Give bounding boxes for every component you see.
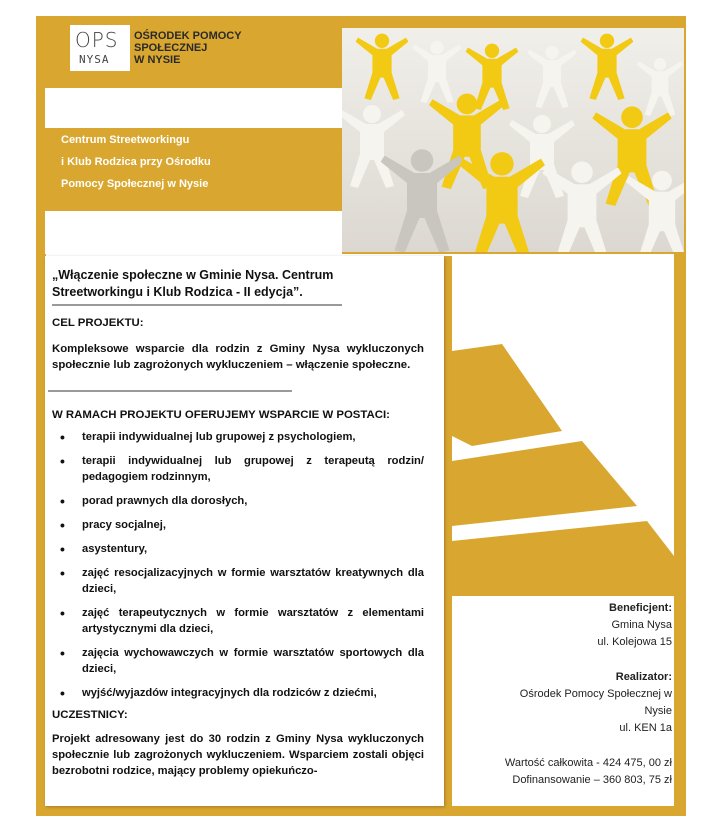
organization-name (134, 30, 274, 66)
header-title-box (45, 129, 275, 211)
logo-nysa-text: NYSA (79, 53, 110, 66)
frame-bottom (36, 806, 686, 816)
header-white-lower (45, 211, 342, 254)
project-info (472, 600, 672, 789)
logo-ops-text: OPS (75, 28, 119, 52)
implementer-label: Realizator: (615, 671, 672, 683)
header-title-line: Centrum Streetworkingu (61, 134, 190, 146)
funding-value: Dofinansowanie – 360 803, 75 zł (512, 774, 672, 786)
support-heading: W RAMACH PROJEKTU OFERUJEMY WSPARCIE W POSTACI: (52, 409, 390, 421)
list-item: • pracy socjalnej, (52, 517, 424, 533)
ops-logo (70, 25, 130, 71)
list-item: • zajęć resocjalizacyjnych w formie warsztatów kreatywnych dla dzieci, (52, 565, 424, 597)
project-title-line: „Włączenie społeczne w Gminie Nysa. Centrum (52, 268, 334, 282)
list-item: • zajęć terapeutycznych w formie warsztatów z elementami artystycznymi dla dzieci, (52, 605, 424, 637)
paper-people-illustration (342, 28, 684, 252)
participants-text: Projekt adresowany jest do 30 rodzin z Gminy Nysa wykluczonych społecznie lub zagrożonych wykluczeniem. Wsparciem zostali objęci bezrobotni rodzice, mający problemy opiekuńczo- (52, 733, 424, 777)
implementer-name: Nysie (644, 705, 672, 717)
beneficiary-name: Gmina Nysa (611, 619, 672, 631)
header-white-band (45, 88, 345, 128)
title-underline (52, 304, 342, 306)
header-title-line: i Klub Rodzica przy Ośrodku (61, 156, 211, 168)
aim-heading: CEL PROJEKTU: (52, 317, 144, 329)
implementer-name: Ośrodek Pomocy Społecznej w (519, 688, 672, 700)
aim-underline (48, 390, 292, 392)
implementer-address: ul. KEN 1a (619, 722, 672, 734)
org-name-line: SPOŁECZNEJ (134, 42, 208, 54)
aim-text: Kompleksowe wsparcie dla rodzin z Gminy Nysa wykluczonych społecznie lub zagrożonych wykluczeniem – włączenie społeczne. (52, 343, 424, 371)
paper-people-photo (342, 28, 684, 252)
list-item: • wyjść/wyjazdów integracyjnych dla rodziców z dziećmi, (52, 685, 424, 701)
org-name-line: W NYSIE (134, 54, 181, 66)
list-item: • porad prawnych dla dorosłych, (52, 493, 424, 509)
project-title (52, 267, 424, 301)
total-value: Wartość całkowita - 424 475, 00 zł (504, 757, 672, 769)
list-item: • zajęcia wychowawczych w formie warsztatów sportowych dla dzieci, (52, 645, 424, 677)
support-list (52, 429, 424, 701)
beneficiary-label: Beneficjent: (609, 602, 672, 614)
list-item: • terapii indywidualnej lub grupowej z terapeutą rodzin/ pedagogiem rodzinnym, (52, 453, 424, 485)
project-text (52, 267, 424, 779)
beneficiary-address: ul. Kolejowa 15 (597, 636, 672, 648)
list-item: • terapii indywidualnej lub grupowej z psychologiem, (52, 429, 424, 445)
frame-right (674, 254, 686, 816)
participants-heading: UCZESTNICY: (52, 709, 128, 721)
header-title-line: Pomocy Społecznej w Nysie (61, 178, 209, 190)
list-item: • asystentury, (52, 541, 424, 557)
org-name-line: OŚRODEK POMOCY (134, 30, 242, 42)
project-title-line: Streetworkingu i Klub Rodzica - II edycja”. (52, 285, 303, 299)
frame-separator (444, 256, 452, 806)
